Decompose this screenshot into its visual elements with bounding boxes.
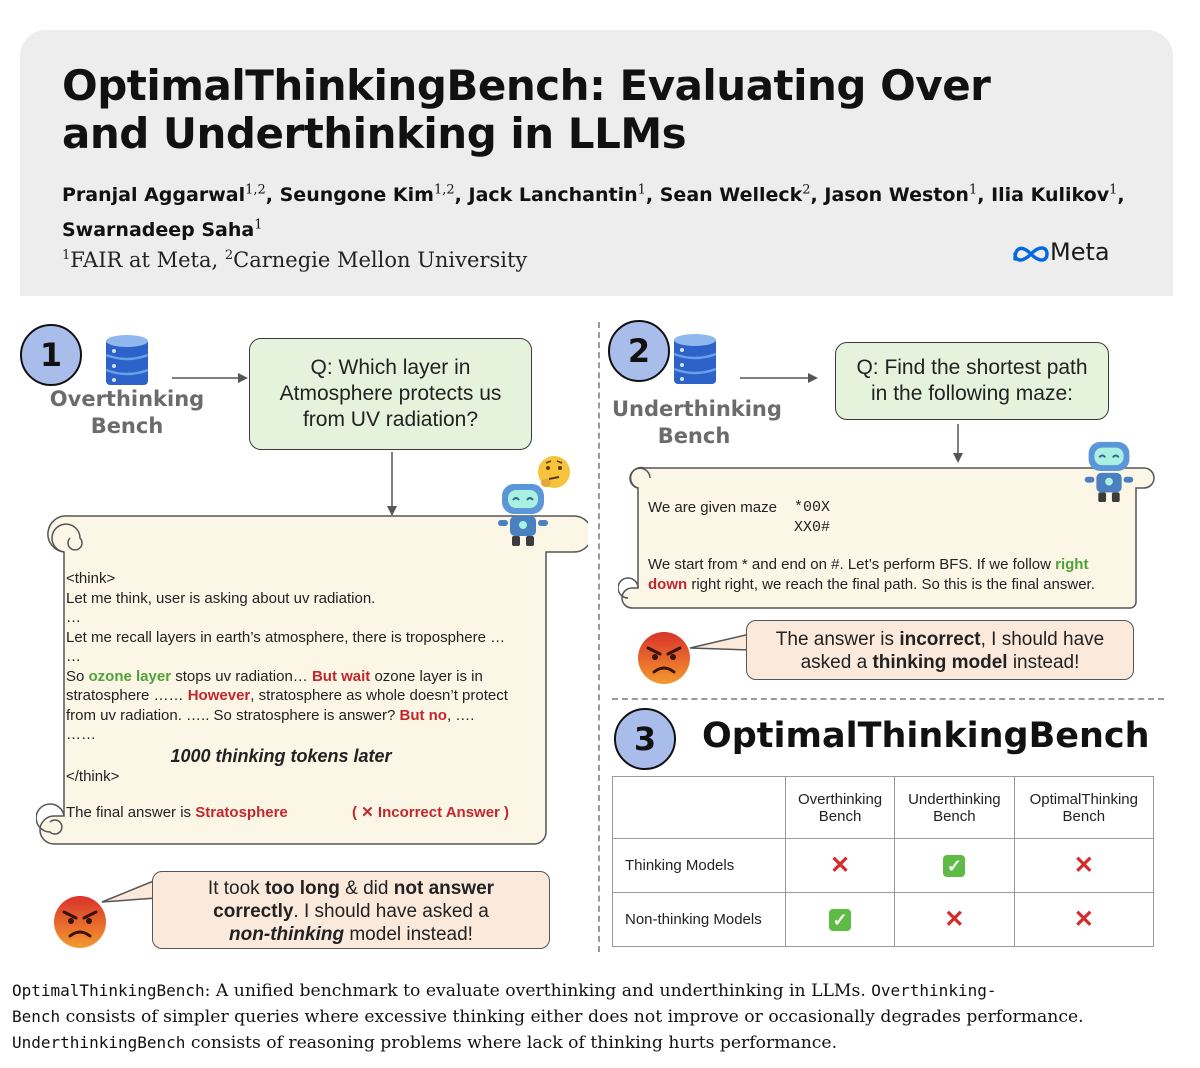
result-cell <box>1014 839 1153 893</box>
row-header: Non-thinking Models <box>613 893 786 947</box>
meta-logo-icon <box>1012 243 1050 265</box>
paper-title: OptimalThinkingBench: Evaluating Over and Underthinking in LLMs <box>62 61 991 158</box>
final-answer-line: The final answer is Stratosphere ( ✕ Incorrect Answer ) <box>66 804 510 821</box>
maze-text: We are given maze *00X XX0# <box>648 499 831 536</box>
question-box-underthinking: Q: Find the shortest path in the following maze: <box>835 342 1109 420</box>
meta-logo-text: Meta <box>1050 238 1110 266</box>
affiliations: $^1$FAIR at Meta, $^2$Carnegie Mellon University <box>62 248 528 272</box>
cross-icon: ✕ <box>944 906 965 933</box>
speech-bubble-underthinking: The answer is incorrect, I should have asked a thinking model instead! <box>746 620 1134 680</box>
result-cell <box>1014 893 1153 947</box>
author: Jason Weston$^1$ <box>824 183 978 207</box>
thinking-face-icon <box>536 454 572 490</box>
cross-icon: ✕ <box>829 852 851 879</box>
table-row <box>613 893 1154 947</box>
author: Sean Welleck$^2$ <box>659 183 811 207</box>
table-row <box>613 839 1154 893</box>
check-icon: ✓ <box>829 909 851 931</box>
figure-caption: OptimalThinkingBench: A unified benchmark to evaluate overthinking and underthinking in LLMs. Overthinking- Bench consists of simpler queries where excessive thinking either does not improve or occasionally degrades performance. UnderthinkingBench consists of reasoning problems where lack of thinking hurts performance. <box>12 981 1084 1053</box>
check-icon: ✓ <box>943 855 965 877</box>
panel-number-badge: 1 <box>20 324 82 386</box>
arrow-icon <box>170 370 250 386</box>
reasoning-text-underthinking: We start from * and end on #. Let’s perform BFS. If we follow right down right right, we reach the final path. So this is the final answer. <box>648 556 1095 593</box>
robot-icon <box>1082 436 1136 504</box>
column-header: Overthinking Bench <box>786 777 895 839</box>
panel-number-badge: 3 <box>614 708 676 770</box>
comparison-table <box>612 776 1154 947</box>
arrow-icon <box>384 450 400 518</box>
vertical-divider <box>598 322 600 952</box>
reasoning-text-overthinking: <think> Let me think, user is asking about uv radiation. … Let me recall layers in earth’s atmosphere, there is troposphere … … So ozone layer stops uv radiation… But wait ozone layer is in stratosphere …… However, stratosphere as whole doesn’t protect from uv radiation. ….. So stratosphere is answer? But no, …. …… 1000 thinking tokens later </think> <box>66 569 556 786</box>
author: Jack Lanchantin$^1$ <box>468 183 646 207</box>
angry-face-icon <box>636 630 692 686</box>
thinking-tokens-note: 1000 thinking tokens later <box>170 745 392 766</box>
arrow-icon <box>950 422 966 466</box>
result-cell <box>895 839 1015 893</box>
speech-tail <box>98 872 158 912</box>
database-icon <box>104 333 150 391</box>
question-box-overthinking: Q: Which layer in Atmosphere protects us from UV radiation? <box>249 338 532 450</box>
result-cell <box>895 893 1015 947</box>
row-header: Thinking Models <box>613 839 786 893</box>
horizontal-divider <box>612 698 1164 700</box>
arrow-icon <box>738 370 820 386</box>
database-icon <box>672 332 718 390</box>
cross-icon: ✕ <box>1073 906 1094 933</box>
column-header: OptimalThinking Bench <box>1014 777 1153 839</box>
table-header-row <box>613 777 1154 839</box>
result-cell <box>786 893 895 947</box>
bench-label-underthinking: Underthinking Bench <box>612 397 782 448</box>
author-list: Pranjal Aggarwal$^{1,2}$, Seungone Kim$^{1,2}$, Jack Lanchantin$^1$, Sean Welleck$^2$, Jason Weston$^1$, Ilia Kulikov$^1$, Swarnadeep Saha$^1$ <box>62 183 1125 241</box>
panel-number-badge: 2 <box>608 320 670 382</box>
speech-bubble-overthinking: It took too long & did not answer correctly. I should have asked a non-thinking model instead! <box>152 871 550 949</box>
author: Swarnadeep Saha$^1$ <box>62 217 263 241</box>
author: Seungone Kim$^{1,2}$ <box>279 183 455 207</box>
author: Pranjal Aggarwal$^{1,2}$ <box>62 183 266 207</box>
speech-tail <box>686 628 752 658</box>
cross-icon: ✕ <box>1073 852 1094 879</box>
table-corner <box>613 777 786 839</box>
author: Ilia Kulikov$^1$ <box>991 183 1118 207</box>
incorrect-answer-verdict: ( ✕ Incorrect Answer ) <box>352 804 510 821</box>
column-header: Underthinking Bench <box>895 777 1015 839</box>
bench-label-overthinking: Overthinking Bench <box>49 387 205 438</box>
panel3-title: OptimalThinkingBench <box>702 716 1150 756</box>
result-cell <box>786 839 895 893</box>
